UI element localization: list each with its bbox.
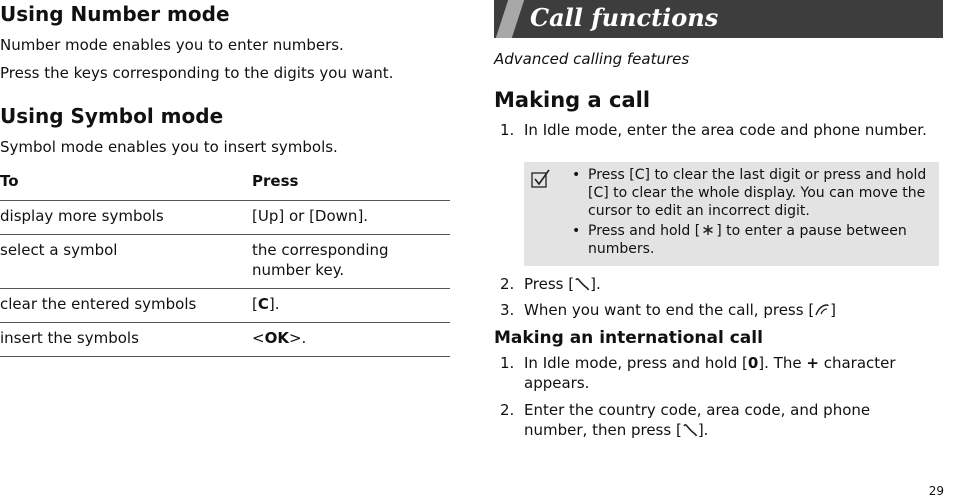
- step-number: 2.: [500, 275, 515, 293]
- note-item-post: ] to enter a pause between numbers.: [588, 223, 907, 257]
- section-subtitle: Advanced calling features: [494, 50, 690, 68]
- page-number: 29: [928, 484, 944, 498]
- step-text-post: ]: [830, 301, 837, 319]
- table-cell-to: insert the symbols: [0, 323, 252, 357]
- table-cell-press: [252, 289, 450, 323]
- table-cell-to: select a symbol: [0, 235, 252, 289]
- step-text: [524, 300, 934, 320]
- press-post: >.: [288, 329, 307, 347]
- number-mode-p1: Number mode enables you to enter numbers.: [0, 36, 344, 54]
- note-item: • Press [C] to clear the last digit or press and hold [C] to clear the whole display. You can move the cursor to edit an incorrect digit.: [572, 166, 932, 220]
- table-row: [0, 289, 450, 323]
- banner-title: Call functions: [530, 3, 719, 32]
- step-text: [524, 400, 934, 440]
- send-key-icon: [574, 277, 590, 291]
- step-text-pre: When you want to end the call, press [: [524, 301, 815, 319]
- step-number: 1.: [500, 354, 515, 372]
- note-check-icon: [530, 168, 552, 190]
- section-banner: [494, 0, 943, 38]
- step-text: [524, 353, 934, 393]
- note-box: [524, 162, 939, 266]
- step-number: 2.: [500, 401, 515, 419]
- making-call-heading: Making a call: [494, 88, 651, 112]
- step-text-post: ].: [697, 421, 709, 439]
- press-key-ok: OK: [264, 329, 289, 347]
- step-text-pre: In Idle mode, press and hold [: [524, 354, 748, 372]
- table-cell-press: [252, 323, 450, 357]
- step-text-pre: Enter the country code, area code, and phone number, then press [: [524, 401, 871, 439]
- table-row: [0, 323, 450, 357]
- press-pre: [: [252, 295, 258, 313]
- step-text-pre: Press [: [524, 275, 575, 293]
- step-text-post: ].: [590, 275, 601, 293]
- star-key-icon: [700, 223, 716, 237]
- international-call-heading: Making an international call: [494, 328, 763, 348]
- table-row: [0, 235, 450, 289]
- press-key-c: C: [257, 295, 269, 313]
- symbol-mode-p1: Symbol mode enables you to insert symbols.: [0, 138, 338, 156]
- step-number: 3.: [500, 301, 515, 319]
- number-mode-p2: Press the keys corresponding to the digits you want.: [0, 64, 394, 82]
- table-header-press: Press: [252, 168, 450, 201]
- table-header-to: To: [0, 168, 252, 201]
- symbol-key-table: [0, 168, 450, 357]
- note-list: [572, 166, 932, 260]
- step-text-mid: ]. The: [758, 354, 807, 372]
- press-pre: <: [252, 329, 265, 347]
- table-header-row: [0, 168, 450, 201]
- table-cell-press: the corresponding number key.: [252, 235, 450, 289]
- note-item-pre: Press and hold [: [588, 223, 701, 239]
- press-post: ].: [268, 295, 280, 313]
- step-number: 1.: [500, 121, 515, 139]
- send-key-icon: [682, 423, 698, 437]
- step-text: [524, 274, 934, 294]
- table-cell-to: display more symbols: [0, 201, 252, 235]
- end-key-icon: [814, 303, 830, 317]
- step-text-post: character appears.: [524, 354, 896, 392]
- table-row: [0, 201, 450, 235]
- symbol-mode-heading: Using Symbol mode: [0, 104, 224, 128]
- key-zero: 0: [747, 354, 759, 372]
- plus-char: +: [806, 354, 819, 372]
- table-cell-press: [Up] or [Down].: [252, 201, 450, 235]
- number-mode-heading: Using Number mode: [0, 2, 230, 26]
- table-cell-to: clear the entered symbols: [0, 289, 252, 323]
- step-text: In Idle mode, enter the area code and phone number.: [524, 121, 927, 139]
- banner-stripe: [496, 0, 524, 38]
- note-item: [572, 222, 932, 258]
